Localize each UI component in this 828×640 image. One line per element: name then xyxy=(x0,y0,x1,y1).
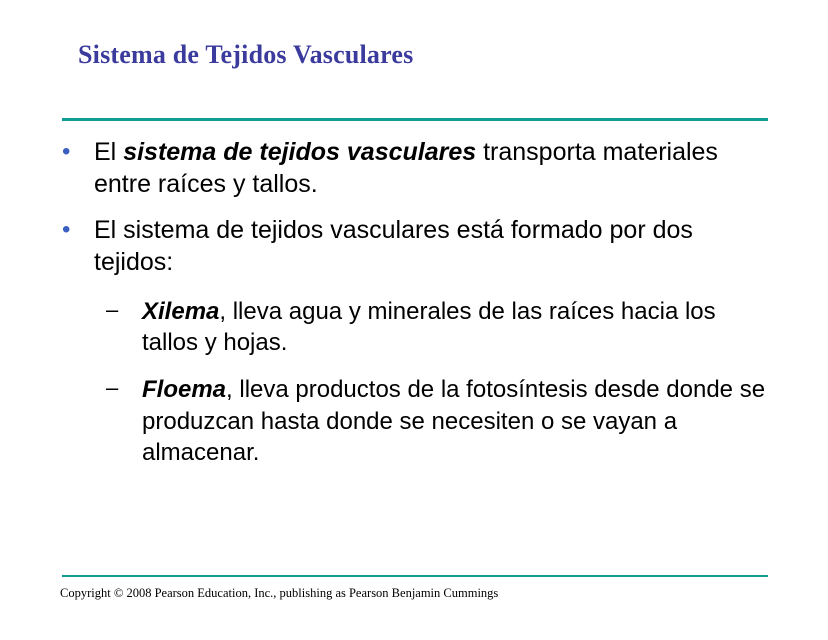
list-item-text: El sistema de tejidos vasculares está formado por dos tejidos: xyxy=(94,216,693,276)
text-segment-emphasis: Floema xyxy=(142,376,227,404)
slide-body xyxy=(58,136,774,484)
dash-marker-icon: – xyxy=(106,375,119,401)
list-item xyxy=(58,136,774,200)
bullet-marker-icon: • xyxy=(62,138,71,165)
copyright-footer: Copyright © 2008 Pearson Education, Inc., publishing as Pearson Benjamin Cummings xyxy=(60,586,499,600)
text-segment: El xyxy=(94,138,124,166)
title-divider xyxy=(62,118,768,121)
text-segment-emphasis: sistema de tejidos vasculares xyxy=(123,138,477,166)
list-item-text xyxy=(94,138,718,198)
page-title: Sistema de Tejidos Vasculares xyxy=(78,40,414,69)
list-item xyxy=(58,214,774,278)
dash-marker-icon: – xyxy=(106,297,119,322)
list-item-text xyxy=(142,298,716,356)
list-item-text xyxy=(142,376,765,465)
text-segment: , lleva productos de la fotosíntesis desde donde se produzcan hasta donde se necesiten o se vayan a almacenar. xyxy=(142,376,766,466)
footer-divider xyxy=(62,575,768,577)
bullet-marker-icon: • xyxy=(62,216,71,243)
text-segment: , lleva agua y minerales de las raíces hacia los tallos y hojas. xyxy=(142,298,716,357)
list-item xyxy=(58,374,774,468)
text-segment-emphasis: Xilema xyxy=(142,298,220,325)
text-segment: transporta materiales entre raíces y tallos. xyxy=(94,138,718,198)
list-item xyxy=(58,296,774,358)
